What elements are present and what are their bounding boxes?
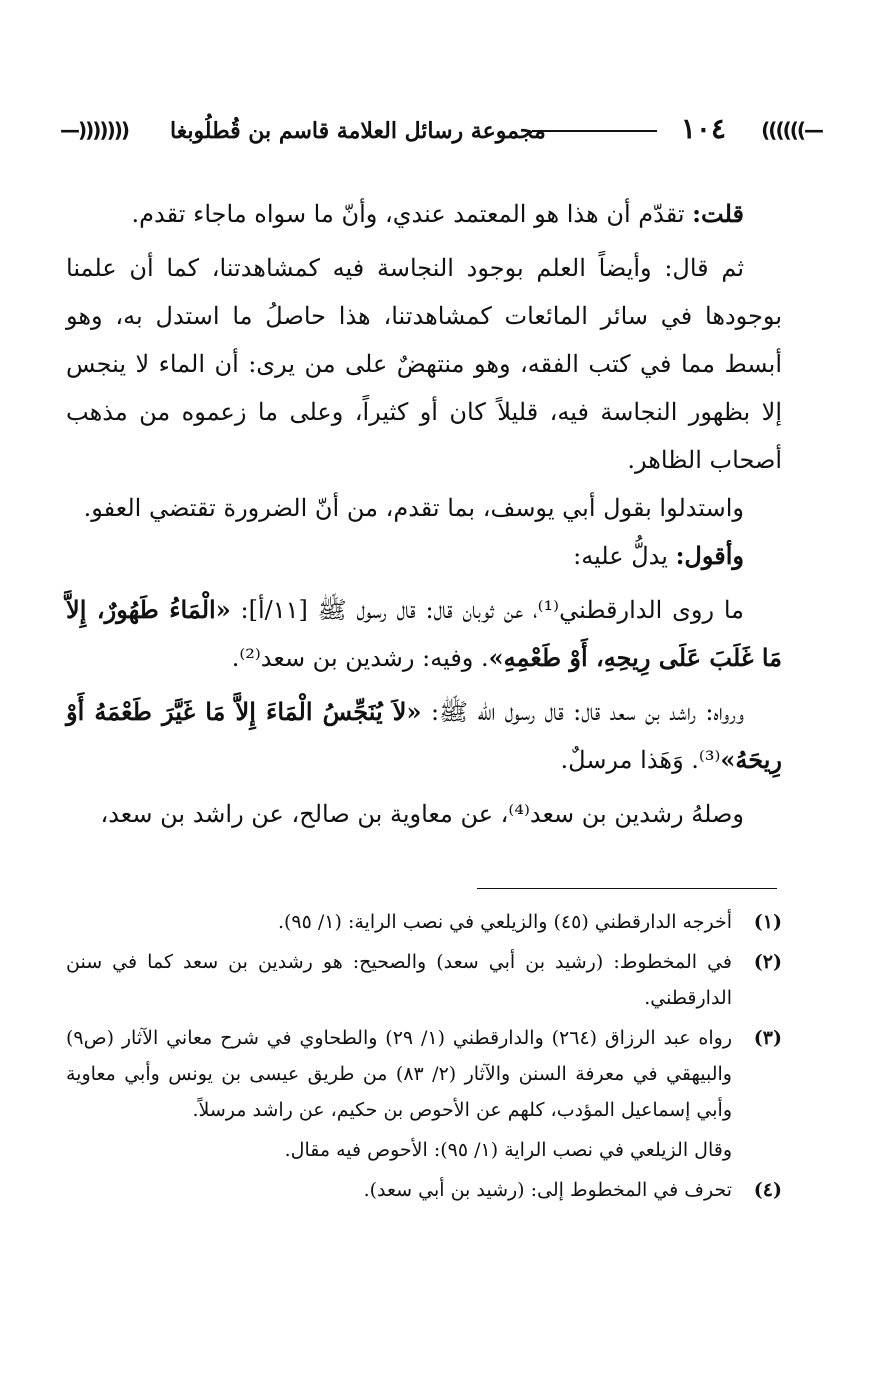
header-rule [532,130,657,132]
hadith-text: «لاَ يُنَجِّسُ الْمَاءَ إِلاَّ مَا غَيَّرَ طَعْمَهُ أَوْ رِيحَهُ» [66,697,782,774]
header-ornament-right: —)))))) [761,118,822,142]
paragraph-text: تقدّم أن هذا هو المعتمد عندي، وأنّ ما سواه ماجاء تقدم. [131,200,685,228]
paragraph-2: ثم قال: وأيضاً العلم بوجود النجاسة فيه كمشاهدتنا، كما أن علمنا بوجودها في سائر المائعات كمشاهدتنا، هذا حاصلُ ما استدل به، وهو أبسط مما في كتب الفقه، وهو منتهضٌ على من يرى: أن الماء لا ينجس إلا بظهور النجاسة فيه، قليلاً كان أو كثيراً، وعلى ما زعموه من مذهب أصحاب الظاهر. [66,254,782,474]
hadith-tail: . وفيه: رشدين بن سعد⁽²⁾. [231,644,489,672]
hadith-tail: ⁽³⁾. وَهَذا مرسلٌ. [560,746,721,774]
footnote-number: (٣) [753,1027,782,1049]
paragraph-1 [66,190,782,238]
paragraph-4 [66,532,782,580]
footnote-number: (٢) [753,951,782,973]
footnotes [66,904,782,1212]
footnote-text: تحرف في المخطوط إلى: (رشيد بن أبي سعد). [363,1179,732,1201]
footnote-number: (١) [753,911,782,933]
paragraph-3: واستدلوا بقول أبي يوسف، بما تقدم، من أنّ الضرورة تقتضي العفو. [83,494,744,522]
hadith-text: «الْمَاءُ طَهُورٌ، إِلاَّ مَا غَلَبَ عَلَى رِيحِهِ، أَوْ طَعْمِهِ» [66,595,782,672]
footnote-4 [66,1172,782,1208]
paragraph-label: قلت: [692,199,744,228]
footnote-3-continuation: وقال الزيلعي في نصب الراية (١/ ٩٥): الأحوص فيه مقال. [284,1139,732,1161]
footnote-text: في المخطوط: (رشيد بن أبي سعد) والصحيح: هو رشدين بن سعد كما في سنن الدارقطني. [66,951,732,1009]
paragraph-text: يدلُّ عليه: [573,542,668,570]
main-text [66,190,782,838]
running-header [60,112,822,152]
footnote-text: أخرجه الدارقطني (٤٥) والزيلعي في نصب الراية: (١/ ٩٥). [277,911,732,933]
header-ornament-left: (((((((— [60,118,128,142]
footnote-2 [66,944,782,1016]
running-title: مجموعة رسائل العلامة قاسم بن قُطلُوبغا [170,118,546,144]
paragraph-5 [66,586,782,682]
footnote-1 [66,904,782,940]
footnote-number: (٤) [753,1179,782,1201]
footnote-separator [477,888,777,889]
footnote-text: رواه عبد الرزاق (٢٦٤) والدارقطني (١/ ٢٩) والطحاوي في شرح معاني الآثار (ص٩) والبيهقي في معرفة السنن والآثار (٢/ ٨٣) من طريق عيسى بن يونس وأبي معاوية وأبي إسماعيل المؤدب، كلهم عن الأحوص بن حكيم، عن راشد مرسلاً. [66,1027,732,1121]
paragraph-7: وصلهُ رشدين بن سعد⁽⁴⁾، عن معاوية بن صالح، عن راشد بن سعد، [100,800,744,828]
page-number: ١٠٤ [680,112,726,145]
paragraph-6 [66,688,782,784]
footnote-3 [66,1020,782,1128]
hadith-intro: ما روى الدارقطني⁽¹⁾، عن ثوبان قال: قال رسول ﷺ [١١/أ]: [240,596,745,624]
paragraph-label: وأقول: [675,541,744,570]
hadith-intro: ورواه: راشد بن سعد قال: قال رسول الله ﷺ: [430,698,744,726]
